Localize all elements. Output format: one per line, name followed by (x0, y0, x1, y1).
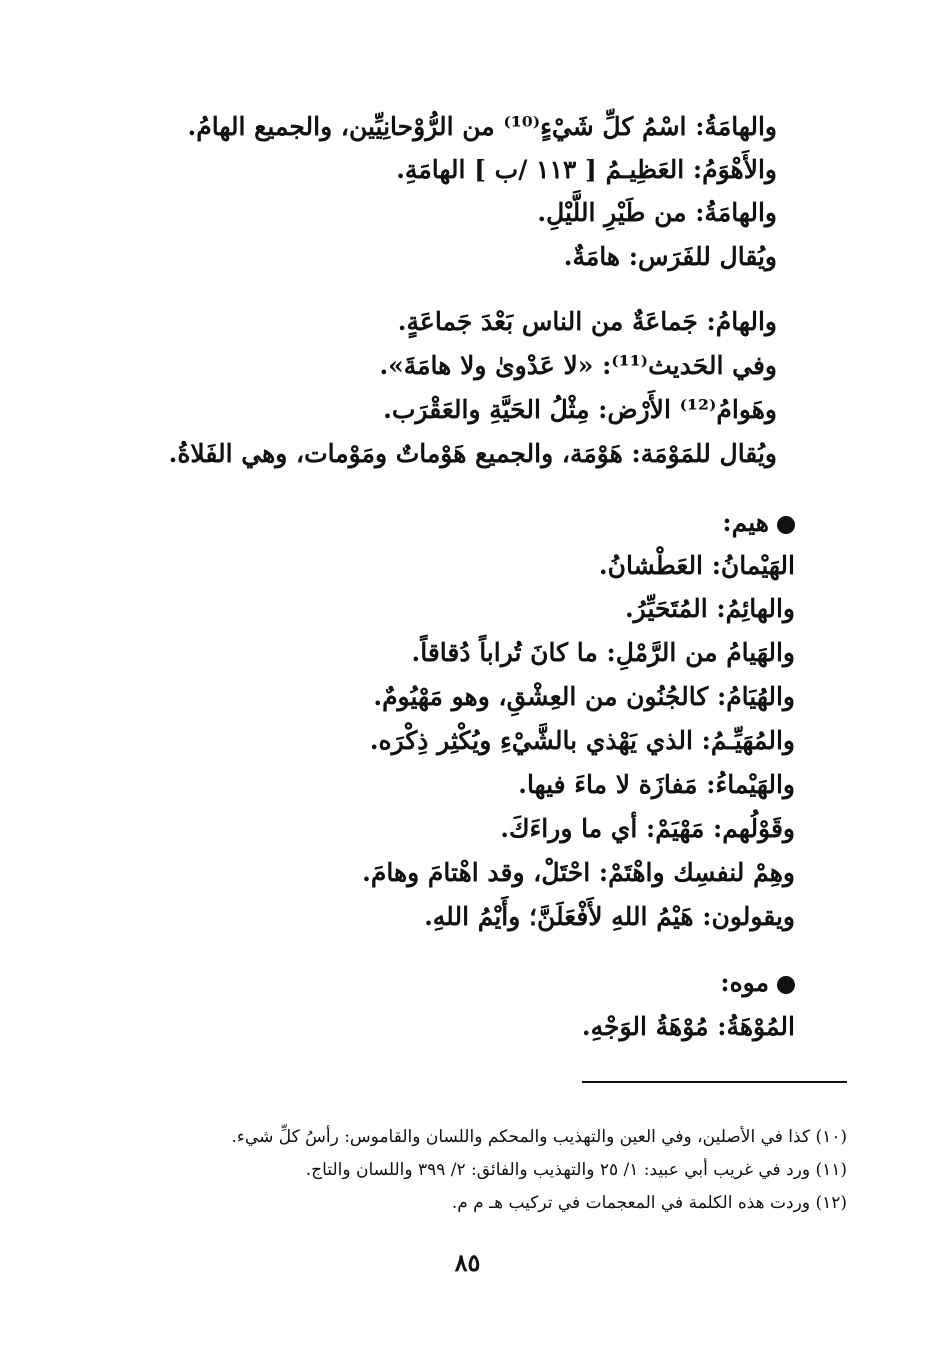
footnote: (١٠) كذا في الأصلين، وفي العين والتهذيب والمحكم واللسان والقاموس: رأسُ كلِّ شيء. (231, 1127, 847, 1147)
entry-line: ويُقال للفَرَس: هامَةٌ. (563, 242, 777, 271)
footnote: (١١) ورد في غريب أبي عبيد: ١/ ٢٥ والتهذيب والفائق: ٢/ ٣٩٩ واللسان والتاج. (305, 1160, 847, 1180)
entry-line: والأَهْوَمُ: العَظِيـمُ [ ١١٣ /ب ] الهامَةِ. (396, 155, 777, 184)
entry-line: وفي الحَديث⁽¹¹⁾: «لا عَدْوىٰ ولا هامَةَ». (379, 351, 777, 380)
footnote-separator (582, 1081, 847, 1083)
entry-line: والهامَةُ: اسْمُ كلِّ شَيْءٍ⁽¹⁰⁾ من الرُّوْحانِيِّين، والجميع الهامُ. (187, 112, 777, 141)
footnote: (١٢) وردت هذه الكلمة في المعجمات في تركيب هـ م م. (451, 1193, 847, 1213)
entry-line: والمُهَيِّـمُ: الذي يَهْذي بالشَّيْءِ ويُكْثِر ذِكْرَه. (369, 726, 795, 755)
entry-line: ويُقال للمَوْمَة: هَوْمَة، والجميع هَوْماتٌ ومَوْمات، وهي الفَلاةُ. (168, 439, 777, 468)
entry-line: الهَيْمانُ: العَطْشانُ. (598, 551, 795, 580)
entry-line: وهِمْ لنفسِك واهْتَمْ: احْتَلْ، وقد اهْتامَ وهامَ. (362, 858, 795, 887)
entry-line: والهُيَامُ: كالجُنُون من العِشْقِ، وهو مَهْيُومٌ. (373, 682, 795, 711)
root-heading (720, 966, 795, 1000)
entry-line: ويقولون: هَيْمُ اللهِ لأَفْعَلَنَّ؛ وأَيْمُ اللهِ. (424, 902, 795, 931)
entry-line: والهامَةُ: من طَيْرِ اللَّيْلِ. (537, 198, 777, 227)
entry-line: والهَيْماءُ: مَفازَة لا ماءَ فيها. (518, 770, 795, 799)
entry-line: المُوْهَةُ: مُوْهَةُ الوَجْهِ. (581, 1012, 795, 1041)
root-heading-text: موه: (720, 968, 769, 997)
entry-line: وهَوامُ⁽¹²⁾ الأَرْض: مِثْلُ الحَيَّةِ والعَقْرَب. (383, 395, 777, 424)
bullet-icon (777, 516, 795, 534)
page-number: ٨٥ (454, 1248, 481, 1277)
entry-line: والهامُ: جَماعَةٌ من الناس بَعْدَ جَماعَةٍ. (397, 307, 777, 336)
bullet-icon (777, 976, 795, 994)
root-heading (722, 506, 795, 540)
entry-line: والهائِمُ: المُتَحَيِّرُ. (624, 594, 795, 623)
entry-line: والهَيامُ من الرَّمْلِ: ما كانَ تُراباً دُقاقاً. (411, 638, 795, 667)
root-heading-text: هيم: (722, 508, 769, 537)
entry-line: وقَوْلُهم: مَهْيَمْ: أي ما وراءَكَ. (500, 814, 795, 843)
